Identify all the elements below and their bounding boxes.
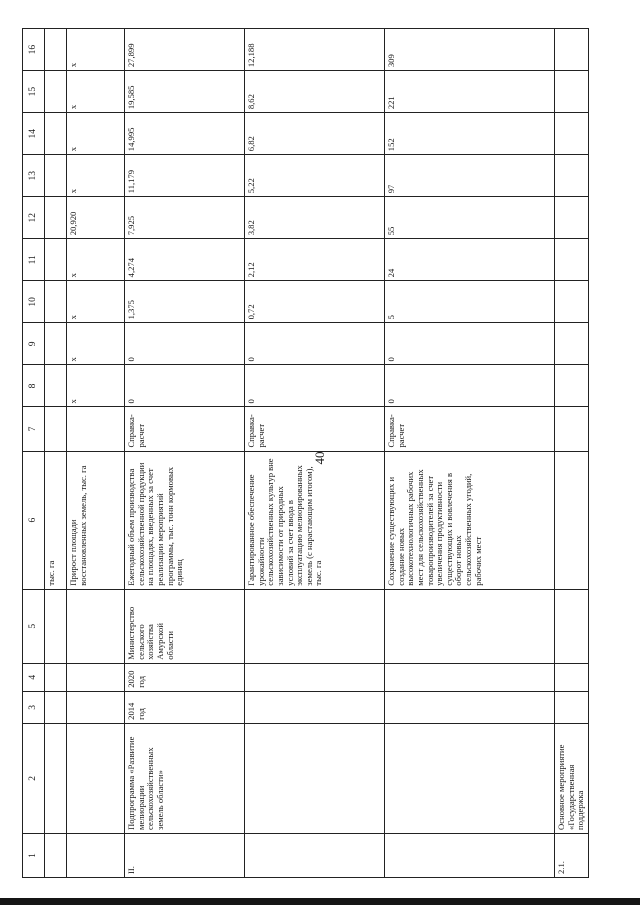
table-row — [385, 29, 555, 878]
row-title — [45, 723, 67, 833]
end-year — [67, 663, 125, 691]
value-cell: 0 — [245, 323, 385, 365]
value-cell: х — [67, 29, 125, 71]
value-cell: 12,188 — [245, 29, 385, 71]
source — [555, 407, 589, 451]
indicator-text: Ежегодный объем производства сельскохозяйственной продукции на площадях, введенных за счет реализации мероприятий программы, тыс. тонн кормовых единиц — [125, 451, 245, 589]
row-title — [385, 723, 555, 833]
header-cell: 15 — [23, 71, 45, 113]
table-row — [125, 29, 245, 878]
value-cell — [45, 155, 67, 197]
executor — [385, 589, 555, 663]
header-cell: 3 — [23, 691, 45, 723]
header-cell: 10 — [23, 281, 45, 323]
start-year — [385, 691, 555, 723]
value-cell: 8,62 — [245, 71, 385, 113]
header-cell: 11 — [23, 239, 45, 281]
executor — [67, 589, 125, 663]
row-title: Подпрограмма «Развитие мелиорации сельскохозяйственных земель области» — [125, 723, 245, 833]
indicator-text: Гарантированное обеспечение урожайности сельскохозяйственных культур вне зависимости от природных условий за счет ввода в эксплуатацию мелиорированных земель (с нарастающим итогом), тыс. га — [245, 451, 385, 589]
header-cell: 1 — [23, 833, 45, 877]
header-cell: 5 — [23, 589, 45, 663]
row-number — [67, 833, 125, 877]
header-cell: 4 — [23, 663, 45, 691]
row-title — [245, 723, 385, 833]
value-cell: х — [67, 239, 125, 281]
header-cell: 6 — [23, 451, 45, 589]
value-cell: 5 — [385, 281, 555, 323]
value-cell — [555, 323, 589, 365]
value-cell: 27,899 — [125, 29, 245, 71]
value-cell: х — [67, 113, 125, 155]
executor — [45, 589, 67, 663]
table-row — [555, 29, 589, 878]
value-cell: 55 — [385, 197, 555, 239]
executor — [245, 589, 385, 663]
row-number: II. — [125, 833, 245, 877]
value-cell — [45, 197, 67, 239]
header-cell: 16 — [23, 29, 45, 71]
value-cell: х — [67, 281, 125, 323]
value-cell: 5,22 — [245, 155, 385, 197]
end-year — [555, 663, 589, 691]
value-cell — [555, 281, 589, 323]
end-year — [385, 663, 555, 691]
value-cell — [45, 365, 67, 407]
value-cell: 152 — [385, 113, 555, 155]
value-cell — [555, 113, 589, 155]
header-cell: 13 — [23, 155, 45, 197]
value-cell: 97 — [385, 155, 555, 197]
header-cell: 2 — [23, 723, 45, 833]
row-number — [45, 833, 67, 877]
executor — [555, 589, 589, 663]
table-row — [45, 29, 67, 878]
row-title — [67, 723, 125, 833]
row-title: Основное мероприятие «Государственная поддержка — [555, 723, 589, 833]
value-cell: 6,82 — [245, 113, 385, 155]
page-number: 40 — [312, 451, 327, 465]
rotated-table-page — [22, 28, 584, 878]
source: Справка-расчет — [245, 407, 385, 451]
end-year: 2020 год — [125, 663, 245, 691]
value-cell: 14,995 — [125, 113, 245, 155]
value-cell: 0 — [385, 323, 555, 365]
value-cell: 309 — [385, 29, 555, 71]
source — [45, 407, 67, 451]
value-cell: 11,179 — [125, 155, 245, 197]
value-cell — [555, 239, 589, 281]
row-number: 2.1. — [555, 833, 589, 877]
value-cell: 19,585 — [125, 71, 245, 113]
table-frame — [22, 28, 584, 878]
start-year — [245, 691, 385, 723]
row-number — [385, 833, 555, 877]
table-row — [245, 29, 385, 878]
header-cell: 14 — [23, 113, 45, 155]
value-cell: 3,82 — [245, 197, 385, 239]
value-cell — [555, 71, 589, 113]
source: Справка-расчет — [125, 407, 245, 451]
executor: Министерство сельского хозяйства Амурской области — [125, 589, 245, 663]
value-cell: 1,375 — [125, 281, 245, 323]
value-cell: 0 — [245, 365, 385, 407]
source: Справка-расчет — [385, 407, 555, 451]
value-cell — [555, 29, 589, 71]
row-number — [245, 833, 385, 877]
indicators-table — [22, 28, 589, 878]
start-year — [45, 691, 67, 723]
indicator-text: тыс. га — [45, 451, 67, 589]
start-year — [555, 691, 589, 723]
value-cell — [555, 365, 589, 407]
value-cell: 0 — [385, 365, 555, 407]
value-cell: 4,274 — [125, 239, 245, 281]
scan-edge — [0, 898, 640, 905]
value-cell: х — [67, 155, 125, 197]
value-cell — [45, 323, 67, 365]
value-cell: 20,920 — [67, 197, 125, 239]
header-cell: 12 — [23, 197, 45, 239]
indicator-text — [555, 451, 589, 589]
end-year — [45, 663, 67, 691]
header-cell: 7 — [23, 407, 45, 451]
source — [67, 407, 125, 451]
value-cell: х — [67, 71, 125, 113]
value-cell: х — [67, 323, 125, 365]
value-cell: 0,72 — [245, 281, 385, 323]
value-cell: 7,925 — [125, 197, 245, 239]
start-year — [67, 691, 125, 723]
value-cell — [45, 239, 67, 281]
value-cell — [555, 155, 589, 197]
indicator-text: Прирост площади восстановленных земель, тыс. га — [67, 451, 125, 589]
value-cell — [45, 29, 67, 71]
value-cell — [555, 197, 589, 239]
header-cell: 9 — [23, 323, 45, 365]
value-cell — [45, 113, 67, 155]
header-row — [23, 29, 45, 878]
value-cell: 24 — [385, 239, 555, 281]
start-year: 2014 год — [125, 691, 245, 723]
value-cell: 0 — [125, 365, 245, 407]
value-cell — [45, 281, 67, 323]
value-cell: х — [67, 365, 125, 407]
value-cell: 0 — [125, 323, 245, 365]
header-cell: 8 — [23, 365, 45, 407]
value-cell: 2,12 — [245, 239, 385, 281]
table-row — [67, 29, 125, 878]
indicator-text: Сохранение существующих и создание новых высокотехнологичных рабочих мест для сельскохозяйственных товаропроизводителей за счет увеличения продуктивности существующих и вовлечения в оборот новых сельскохозяйственных угодий, рабочих мест — [385, 451, 555, 589]
end-year — [245, 663, 385, 691]
value-cell — [45, 71, 67, 113]
value-cell: 221 — [385, 71, 555, 113]
